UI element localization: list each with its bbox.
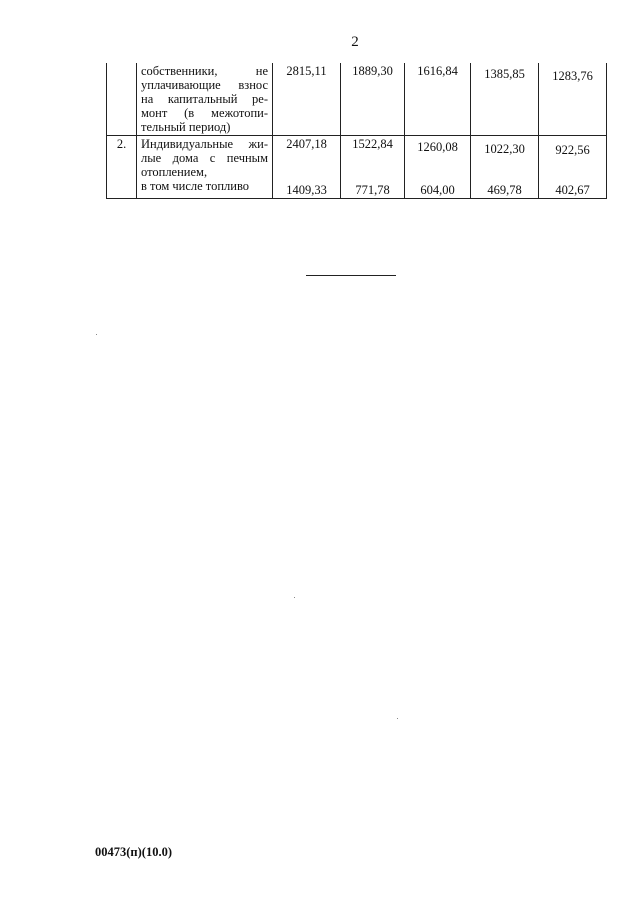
value-main: 2815,11 [286, 64, 327, 78]
scan-speck [397, 718, 398, 719]
row-number: 2. [107, 136, 137, 199]
value-main: 1022,30 [484, 142, 525, 156]
row-description-text: собственники, не уплачивающие взнос на капитальный ре-монт (в межотопи-тельный период) [141, 64, 268, 134]
value-sub: 402,67 [555, 183, 590, 197]
value-sub: 604,00 [420, 183, 455, 197]
value-cell [539, 63, 607, 136]
value-main: 1889,30 [352, 64, 393, 78]
value-cell [405, 136, 471, 199]
row-description-text: Индивидуальные жи-лые дома с печным отоплением, [141, 137, 268, 179]
value-sub: 1409,33 [286, 183, 327, 197]
value-cell [273, 136, 341, 199]
value-cell [471, 136, 539, 199]
value-main: 1522,84 [352, 137, 393, 151]
value-cell [471, 63, 539, 136]
value-cell [273, 63, 341, 136]
scan-speck [96, 334, 97, 335]
page-number: 2 [351, 34, 359, 50]
value-sub: 771,78 [355, 183, 390, 197]
value-main: 1283,76 [552, 69, 593, 83]
value-main: 1260,08 [417, 140, 458, 154]
value-main: 1616,84 [417, 64, 458, 78]
value-main: 1385,85 [484, 67, 525, 81]
row-number [107, 63, 137, 136]
table-row [107, 63, 607, 136]
table-row [107, 136, 607, 199]
separator-line [306, 275, 396, 276]
value-main: 2407,18 [286, 137, 327, 151]
value-main: 922,56 [555, 143, 590, 157]
scan-speck [294, 597, 295, 598]
tariff-table [106, 63, 607, 199]
row-description [137, 136, 273, 199]
value-cell [341, 63, 405, 136]
row-sub-description: в том числе топливо [141, 179, 250, 193]
value-sub: 469,78 [487, 183, 522, 197]
value-cell [341, 136, 405, 199]
document-code: 00473(п)(10.0) [95, 845, 172, 859]
row-description [137, 63, 273, 136]
value-cell [539, 136, 607, 199]
value-cell [405, 63, 471, 136]
